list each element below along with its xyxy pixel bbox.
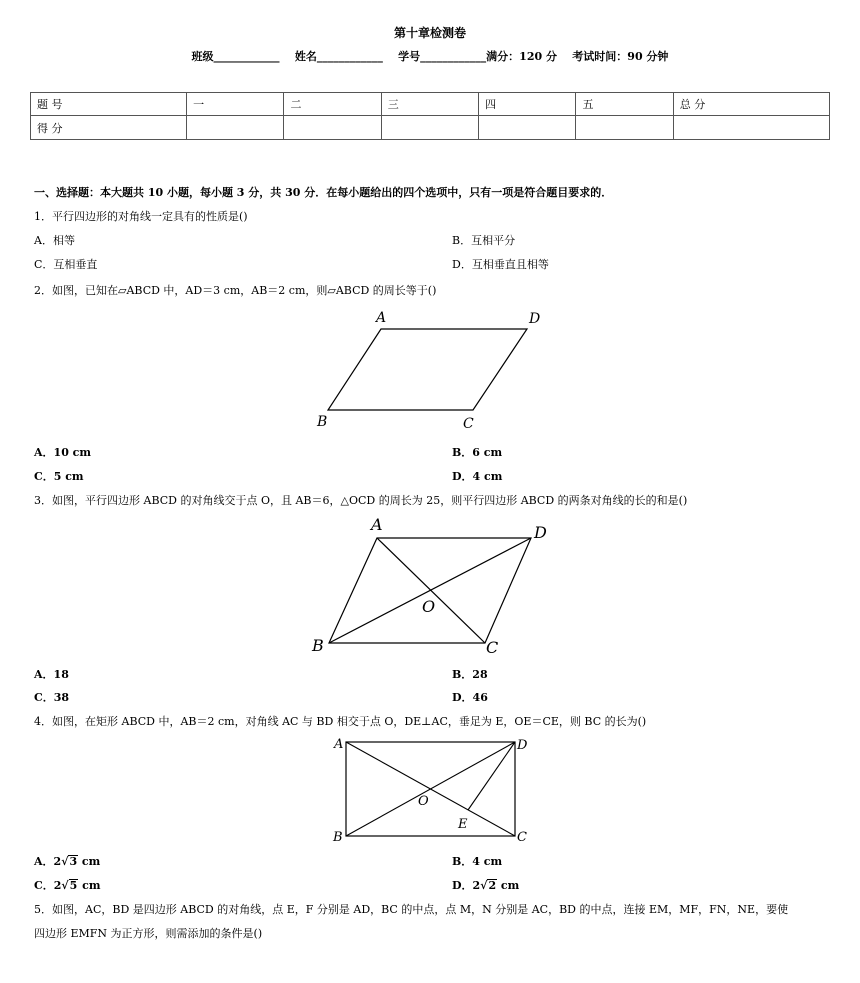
q3-parallelogram-diagonals-figure (300, 512, 560, 661)
q3-option-d[interactable]: D．46 (452, 691, 488, 704)
vertex-c-label: C (463, 416, 474, 432)
score-cell: 五 (576, 93, 673, 116)
question-3-stem: 3．如图，平行四边形 ABCD 的对角线交于点 O，且 AB＝6，△OCD 的周长为 25，则平行四边形 ABCD 的两条对角线的长的和是() (34, 494, 688, 507)
foot-e-label: E (458, 817, 468, 832)
score-cell[interactable] (187, 116, 284, 140)
score-table-header-row (31, 93, 830, 116)
radicand: 5 (69, 879, 78, 892)
vertex-a-label: A (334, 737, 344, 752)
perpendicular-de (468, 742, 515, 810)
q2-option-c[interactable]: C．5 cm (34, 470, 84, 483)
q3-option-a[interactable]: A．18 (34, 668, 69, 681)
score-cell: 三 (381, 93, 478, 116)
sqrt-icon: √ (61, 855, 69, 868)
score-table (30, 92, 830, 140)
q4-option-c[interactable] (34, 877, 100, 893)
question-5-stem-line2: 四边形 EMFN 为正方形，则需添加的条件是() (34, 927, 263, 940)
q4-rectangle-figure (326, 732, 536, 851)
q2-option-a[interactable]: A．10 cm (34, 446, 92, 459)
option-text: A．2 (34, 855, 62, 868)
q1-option-c[interactable]: C．互相垂直 (34, 258, 98, 271)
score-cell[interactable] (479, 116, 576, 140)
center-o-label: O (422, 597, 436, 616)
q4-option-b[interactable]: B．4 cm (452, 855, 503, 868)
score-cell: 四 (479, 93, 576, 116)
vertex-c-label: C (517, 830, 527, 845)
score-cell[interactable] (381, 116, 478, 140)
question-4-stem: 4．如图，在矩形 ABCD 中，AB＝2 cm，对角线 AC 与 BD 相交于点 O，DE⊥AC，垂足为 E，OE＝CE，则 BC 的长为() (34, 715, 647, 728)
vertex-a-label: A (376, 310, 387, 326)
diagonal-bd (329, 538, 531, 643)
q2-parallelogram-figure (310, 304, 550, 438)
option-text: C．2 (34, 879, 62, 892)
vertex-b-label: B (312, 636, 324, 655)
q3-option-c[interactable]: C．38 (34, 691, 70, 704)
question-2-stem: 2．如图，已知在▱ABCD 中，AD＝3 cm，AB＝2 cm，则▱ABCD 的周长等于() (34, 284, 437, 297)
q4-option-d[interactable] (452, 877, 519, 893)
score-cell: 一 (187, 93, 284, 116)
score-cell: 总 分 (673, 93, 829, 116)
sqrt-icon: √ (61, 879, 69, 892)
radicand: 2 (488, 879, 497, 892)
score-cell[interactable] (576, 116, 673, 140)
parallelogram-shape (328, 329, 527, 410)
question-1-stem: 1．平行四边形的对角线一定具有的性质是() (34, 210, 248, 223)
option-unit: cm (78, 879, 101, 892)
radicand: 3 (69, 855, 78, 868)
score-cell: 二 (284, 93, 381, 116)
vertex-a-label: A (371, 515, 383, 534)
score-cell: 题 号 (31, 93, 187, 116)
score-table-score-row (31, 116, 830, 140)
q4-option-a[interactable] (34, 853, 100, 869)
student-info-line: 班级____________ 姓名____________ 学号____________满分：120 分 考试时间：90 分钟 (191, 50, 669, 63)
option-unit: cm (497, 879, 520, 892)
vertex-b-label: B (317, 414, 328, 430)
vertex-d-label: D (534, 523, 547, 542)
q2-option-d[interactable]: D．4 cm (452, 470, 503, 483)
vertex-c-label: C (486, 638, 499, 657)
q1-option-d[interactable]: D．互相垂直且相等 (452, 258, 549, 271)
option-text: D．2 (452, 879, 481, 892)
section-heading: 一、选择题：本大题共 10 小题，每小题 3 分，共 30 分．在每小题给出的四个选项中，只有一项是符合题目要求的． (34, 186, 613, 199)
q3-option-b[interactable]: B．28 (452, 668, 488, 681)
score-cell[interactable] (673, 116, 829, 140)
q2-option-b[interactable]: B．6 cm (452, 446, 503, 459)
vertex-d-label: D (529, 311, 541, 327)
exam-title: 第十章检测卷 (393, 26, 466, 40)
sqrt-icon: √ (480, 879, 488, 892)
q1-option-a[interactable]: A．相等 (34, 234, 75, 247)
question-5-stem-line1: 5．如图，AC，BD 是四边形 ABCD 的对角线，点 E，F 分别是 AD，BC 的中点，点 M，N 分别是 AC，BD 的中点，连接 EM，MF，FN，NE，要使 (34, 903, 789, 916)
vertex-d-label: D (517, 738, 528, 753)
q1-option-b[interactable]: B．互相平分 (452, 234, 516, 247)
center-o-label: O (418, 794, 429, 809)
score-cell[interactable] (284, 116, 381, 140)
option-unit: cm (78, 855, 101, 868)
vertex-b-label: B (333, 830, 343, 845)
score-cell: 得 分 (31, 116, 187, 140)
